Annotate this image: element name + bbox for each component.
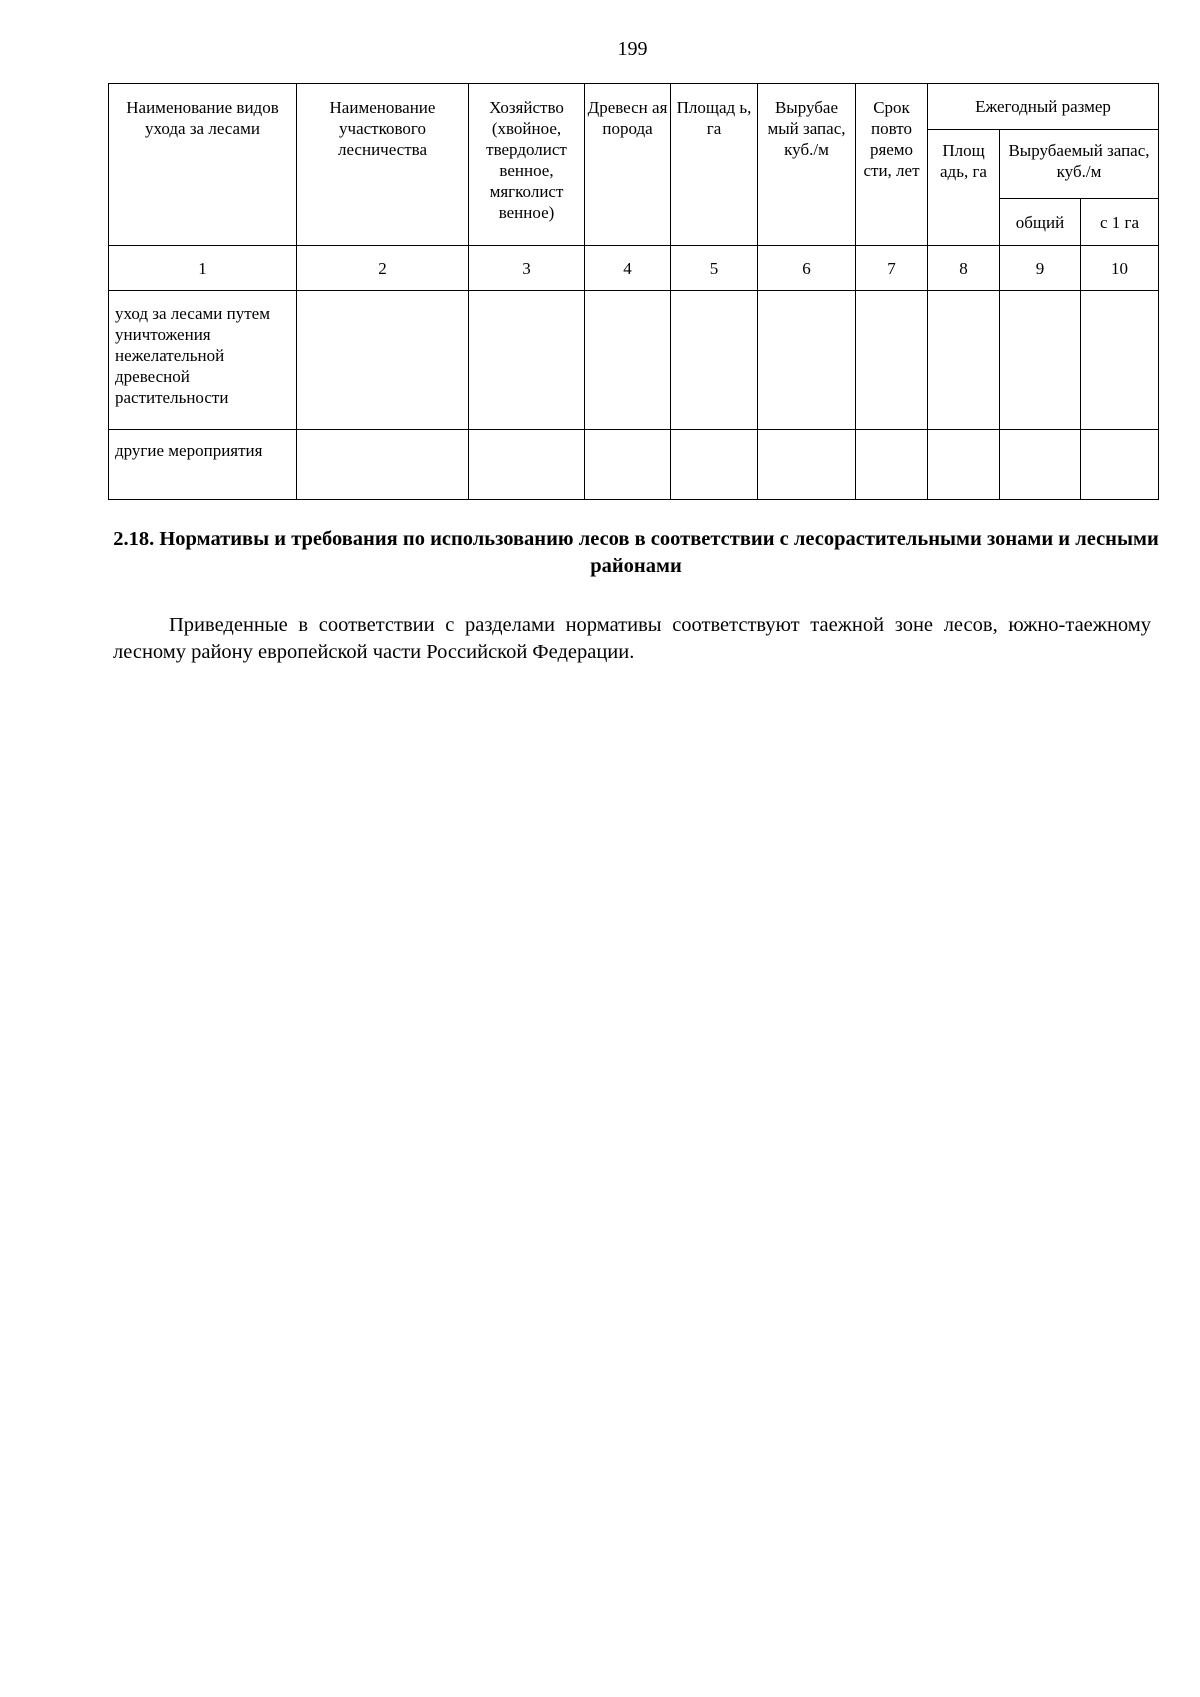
column-number: 8 (928, 246, 1000, 291)
row-label: уход за лесами путем уничтожения нежелательной древесной растительности (109, 291, 297, 430)
table-cell (758, 291, 856, 430)
table-cell (469, 430, 585, 500)
table-cell (928, 291, 1000, 430)
column-number: 10 (1081, 246, 1159, 291)
header-annual-area: Площ адь, га (928, 130, 1000, 246)
table-row (109, 430, 1159, 500)
column-number: 9 (1000, 246, 1081, 291)
table-cell (297, 430, 469, 500)
table-cell (469, 291, 585, 430)
table-cell (671, 430, 758, 500)
header-economy: Хозяйство (хвойное, твердолист венное, мягколист венное) (469, 84, 585, 246)
column-number: 1 (109, 246, 297, 291)
table-cell (1081, 430, 1159, 500)
header-annual-size: Ежегодный размер (928, 84, 1159, 130)
column-number: 6 (758, 246, 856, 291)
table-cell (671, 291, 758, 430)
table-cell (758, 430, 856, 500)
header-forestry: Наименование участкового лесничества (297, 84, 469, 246)
header-period: Срок повто ряемо сти, лет (856, 84, 928, 246)
column-numbers-row (109, 246, 1159, 291)
row-label: другие мероприятия (109, 430, 297, 500)
column-number: 4 (585, 246, 671, 291)
table-cell (856, 430, 928, 500)
column-number: 5 (671, 246, 758, 291)
header-stock-per-ha: с 1 га (1081, 199, 1159, 246)
header-area: Площад ь, га (671, 84, 758, 246)
table-cell (1000, 430, 1081, 500)
table-cell (585, 291, 671, 430)
column-number: 3 (469, 246, 585, 291)
table-cell (297, 291, 469, 430)
header-care-type: Наименование видов ухода за лесами (109, 84, 297, 246)
section-paragraph: Приведенные в соответствии с разделами нормативы соответствуют таежной зоне лесов, южно-таежному лесному району европейской части Российской Федерации. (113, 614, 1151, 663)
header-annual-stock: Вырубаемый запас, куб./м (1000, 130, 1159, 199)
table-cell (585, 430, 671, 500)
column-number: 7 (856, 246, 928, 291)
table-cell (1081, 291, 1159, 430)
header-species: Древесн ая порода (585, 84, 671, 246)
page-number: 199 (617, 38, 648, 60)
section-heading: 2.18. Нормативы и требования по использованию лесов в соответствии с лесорастительными зонами и лесными районами (113, 528, 1159, 577)
table-cell (856, 291, 928, 430)
table-cell (1000, 291, 1081, 430)
forest-care-table (108, 83, 1159, 500)
header-stock-total: общий (1000, 199, 1081, 246)
column-number: 2 (297, 246, 469, 291)
table-cell (928, 430, 1000, 500)
table-row (109, 291, 1159, 430)
header-stock: Вырубае мый запас, куб./м (758, 84, 856, 246)
